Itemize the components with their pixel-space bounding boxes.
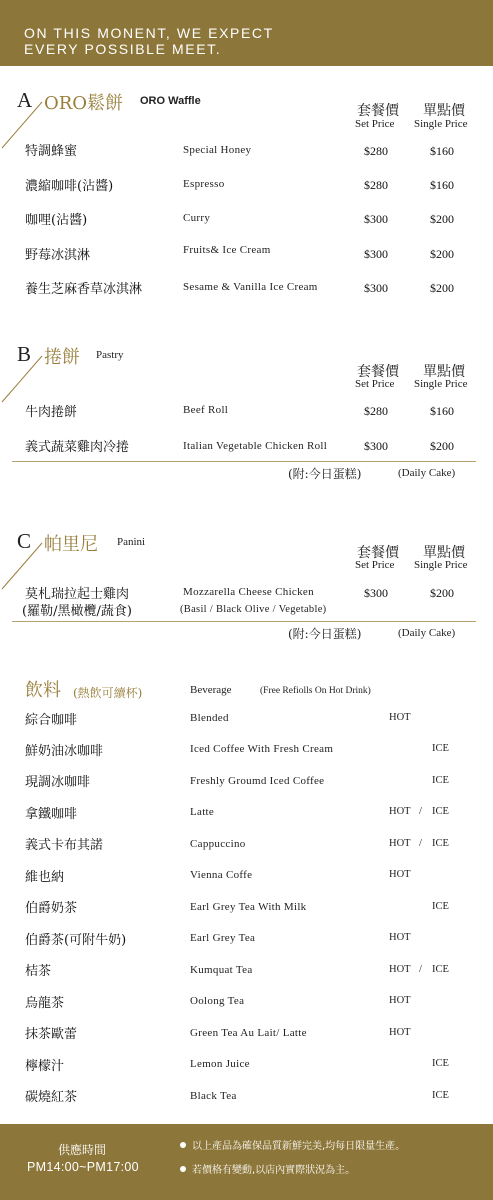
beverage-zh: 綜合咖啡 (25, 713, 78, 728)
beverage-en: Blended (190, 712, 229, 724)
beverage-en: Kumquat Tea (190, 964, 253, 976)
item-single-price: $200 (430, 247, 454, 261)
item-en: Sesame & Vanilla Ice Cream (183, 281, 318, 293)
col-head-single-zh: 單點價 (423, 545, 465, 561)
item-set-price: $280 (364, 404, 388, 418)
item-single-price: $160 (430, 144, 454, 158)
footer-note-1-text: 以上產品為確保品質新鮮完美,均每日限量生產。 (192, 1141, 406, 1152)
item-set-price: $280 (364, 144, 388, 158)
section-c-title-en: Panini (117, 536, 146, 548)
hours-label: 供應時間 (58, 1143, 107, 1157)
item-zh: 義式蔬菜雞肉冷捲 (25, 440, 130, 455)
item-zh: 莫札瑞拉起士雞肉 (25, 587, 130, 602)
item-single-price: $200 (430, 281, 454, 295)
item-set-price: $300 (364, 281, 388, 295)
beverage-hot: HOT (389, 869, 411, 880)
beverage-zh: 現調冰咖啡 (25, 775, 91, 790)
item-set-price: $300 (364, 586, 388, 600)
col-head-single-en: Single Price (414, 559, 468, 571)
item-set-price: $300 (364, 212, 388, 226)
footer-note-2 (180, 1161, 355, 1176)
beverage-en: Black Tea (190, 1090, 237, 1102)
section-c-letter: C (17, 529, 32, 553)
beverage-ice: ICE (432, 743, 449, 754)
beverage-en: Earl Grey Tea With Milk (190, 901, 307, 913)
item-single-price: $200 (430, 439, 454, 453)
item-zh: 野莓冰淇淋 (25, 248, 91, 263)
item-zh: 濃縮咖啡(沾醬) (25, 179, 114, 194)
beverage-en: Green Tea Au Lait/ Latte (190, 1027, 307, 1039)
beverage-zh: 伯爵茶(可附牛奶) (25, 933, 127, 948)
item-en: Curry (183, 212, 211, 224)
beverage-en: Iced Coffee With Fresh Cream (190, 743, 334, 755)
beverage-ice: ICE (432, 806, 449, 817)
beverage-en: Earl Grey Tea (190, 932, 256, 944)
section-c-note-en: (Daily Cake) (398, 627, 456, 639)
beverage-zh: 拿鐵咖啡 (25, 807, 78, 822)
section-c-divider (12, 621, 476, 622)
beverage-hot: HOT (389, 964, 411, 975)
beverage-zh: 義式卡布其諾 (25, 838, 104, 853)
beverage-separator: / (419, 964, 422, 975)
section-b-letter: B (17, 342, 32, 366)
footer-bar (0, 1124, 493, 1200)
section-b-title-en: Pastry (96, 349, 124, 361)
col-head-single-zh: 單點價 (423, 364, 465, 380)
item-en: Italian Vegetable Chicken Roll (183, 440, 328, 452)
item-single-price: $160 (430, 178, 454, 192)
item-zh: 咖哩(沾醬) (25, 213, 88, 228)
beverage-ice: ICE (432, 964, 449, 975)
section-a-title-en: ORO Waffle (140, 95, 201, 107)
item-single-price: $160 (430, 404, 454, 418)
section-b-note-en: (Daily Cake) (398, 467, 456, 479)
header-banner (0, 0, 493, 66)
col-head-set-en: Set Price (355, 118, 395, 130)
section-b-slash (0, 354, 44, 404)
beverage-title: 飲料 (25, 680, 61, 701)
beverage-zh: 伯爵奶茶 (25, 901, 78, 916)
beverage-hot: HOT (389, 838, 411, 849)
col-head-single-en: Single Price (414, 378, 468, 390)
bullet-icon (180, 1142, 186, 1148)
beverage-zh: 碳燒紅茶 (25, 1090, 78, 1105)
beverage-zh: 烏龍茶 (25, 996, 65, 1011)
beverage-ice: ICE (432, 775, 449, 786)
beverage-en: Cappuccino (190, 838, 246, 850)
section-a-letter: A (17, 88, 33, 112)
beverage-en: Vienna Coffe (190, 869, 253, 881)
beverage-zh: 維也納 (25, 870, 65, 885)
beverage-separator: / (419, 806, 422, 817)
item-en: Special Honey (183, 144, 252, 156)
col-head-set-zh: 套餐價 (357, 545, 399, 561)
col-head-set-en: Set Price (355, 559, 395, 571)
col-head-set-zh: 套餐價 (357, 103, 399, 119)
beverage-zh: 抹茶歐蕾 (25, 1027, 78, 1042)
beverage-hot: HOT (389, 995, 411, 1006)
item-en: Fruits& Ice Cream (183, 244, 271, 256)
section-a-title: ORO鬆餅 (44, 93, 124, 114)
item-en: Mozzarella Cheese Chicken (183, 586, 314, 598)
section-c-note-zh: (附:今日蛋糕) (288, 627, 362, 641)
col-head-set-en: Set Price (355, 378, 395, 390)
beverage-hot: HOT (389, 806, 411, 817)
item-single-price: $200 (430, 586, 454, 600)
item-en: Espresso (183, 178, 225, 190)
item-zh: 養生芝麻香草冰淇淋 (25, 282, 143, 297)
beverage-title-note: (熱飲可續杯) (73, 686, 143, 700)
item-set-price: $300 (364, 247, 388, 261)
beverage-en: Lemon Juice (190, 1058, 250, 1070)
item-zh: 牛肉捲餅 (25, 405, 78, 420)
beverage-hot: HOT (389, 712, 411, 723)
col-head-single-zh: 單點價 (423, 103, 465, 119)
beverage-title-en-note: (Free Refiolls On Hot Drink) (260, 686, 371, 696)
section-b-note-zh: (附:今日蛋糕) (288, 467, 362, 481)
section-b-divider (12, 461, 476, 462)
footer-note-1 (180, 1137, 405, 1152)
footer-note-2-text: 若價格有變動,以店內實際狀況為主。 (192, 1165, 356, 1176)
col-head-single-en: Single Price (414, 118, 468, 130)
header-line-2: EVERY POSSIBLE MEET. (24, 41, 222, 57)
beverage-ice: ICE (432, 901, 449, 912)
beverage-separator: / (419, 838, 422, 849)
item-zh-sub: (羅勒/黑橄欖/蔬食) (22, 604, 132, 619)
header-line-1: ON THIS MONENT, WE EXPECT (24, 25, 274, 41)
bullet-icon (180, 1166, 186, 1172)
item-set-price: $280 (364, 178, 388, 192)
item-single-price: $200 (430, 212, 454, 226)
hours-value: PM14:00~PM17:00 (27, 1160, 139, 1174)
beverage-title-en: Beverage (190, 684, 232, 696)
section-b-title: 捲餅 (44, 347, 80, 368)
beverage-zh: 檸檬汁 (25, 1059, 65, 1074)
item-zh: 特調蜂蜜 (25, 144, 78, 159)
beverage-ice: ICE (432, 1058, 449, 1069)
beverage-en: Freshly Groumd Iced Coffee (190, 775, 325, 787)
beverage-ice: ICE (432, 1090, 449, 1101)
item-set-price: $300 (364, 439, 388, 453)
item-en-sub: (Basil / Black Olive / Vegetable) (180, 604, 327, 615)
beverage-en: Latte (190, 806, 215, 818)
beverage-hot: HOT (389, 1027, 411, 1038)
beverage-zh: 鮮奶油冰咖啡 (25, 744, 104, 759)
beverage-en: Oolong Tea (190, 995, 245, 1007)
beverage-hot: HOT (389, 932, 411, 943)
item-en: Beef Roll (183, 404, 229, 416)
col-head-set-zh: 套餐價 (357, 364, 399, 380)
beverage-zh: 桔茶 (25, 964, 52, 979)
beverage-ice: ICE (432, 838, 449, 849)
section-c-title: 帕里尼 (44, 534, 98, 555)
